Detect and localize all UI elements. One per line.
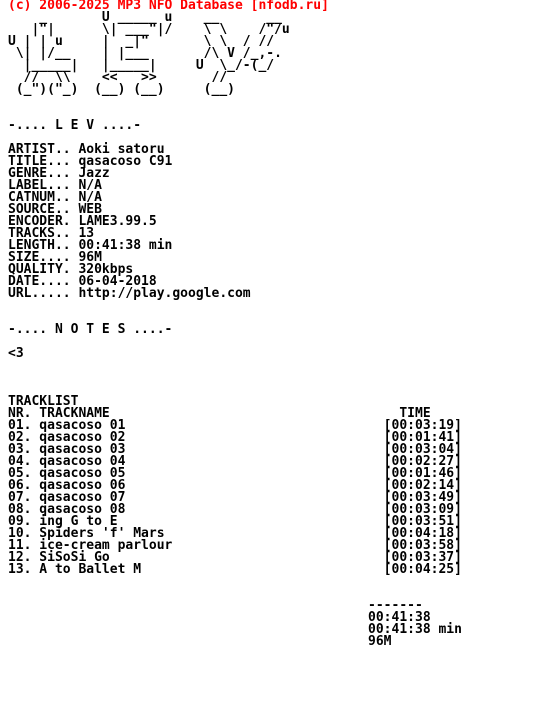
info-length: LENGTH.. 00:41:38 min — [8, 238, 173, 253]
track-row: 07. qasacoso 07 [00:03:49] — [8, 490, 462, 505]
logo-line: |_____| |_____| U \_/-(_/ — [8, 58, 290, 73]
track-row: 05. qasacoso 05 [00:01:46] — [8, 466, 462, 481]
info-size: SIZE.... 96M — [8, 250, 102, 265]
info-genre: GENRE... Jazz — [8, 166, 110, 181]
track-row: 09. ing G to E [00:03:51] — [8, 514, 462, 529]
track-row: 08. qasacoso 08 [00:03:09] — [8, 502, 462, 517]
info-artist: ARTIST.. Aoki satoru — [8, 142, 165, 157]
logo-line: // \\ << >> // — [8, 70, 290, 85]
info-tracks: TRACKS.. 13 — [8, 226, 95, 241]
site-header: (c) 2006-2025 MP3 NFO Database [nfodb.ru] — [8, 0, 329, 13]
logo-line: U | | u | _|" \ \ / // — [8, 34, 282, 49]
totals-size: 96M — [8, 634, 392, 649]
info-source: SOURCE.. WEB — [8, 202, 102, 217]
info-label: LABEL... N/A — [8, 178, 102, 193]
info-title: TITLE... qasacoso C91 — [8, 154, 173, 169]
track-row: 03. qasacoso 03 [00:03:04] — [8, 442, 462, 457]
tracklist-heading: TRACKLIST — [8, 394, 79, 409]
logo-line: _ U _____ u __ __ — [8, 10, 290, 25]
info-url: URL..... http://play.google.com — [8, 286, 251, 301]
track-row: 04. qasacoso 04 [00:02:27] — [8, 454, 462, 469]
info-date: DATE.... 06-04-2018 — [8, 274, 157, 289]
notes-text: <3 — [8, 346, 24, 361]
track-row: 13. A to Ballet M [00:04:25] — [8, 562, 462, 577]
track-row: 01. qasacoso 01 [00:03:19] — [8, 418, 462, 433]
info-quality: QUALITY. 320kbps — [8, 262, 134, 277]
info-encoder: ENCODER. LAME3.99.5 — [8, 214, 157, 229]
track-row: 11. ice-cream parlour [00:03:58] — [8, 538, 462, 553]
track-row: 06. qasacoso 06 [00:02:14] — [8, 478, 462, 493]
tracklist-columns: NR. TRACKNAME TIME — [8, 406, 431, 421]
info-catnum: CATNUM.. N/A — [8, 190, 102, 205]
logo-line: \| |/__ | |___ /\ V /_,-. — [8, 46, 290, 61]
track-row: 12. SiSoSi Go [00:03:37] — [8, 550, 462, 565]
notes-heading: -.... N O T E S ....- — [8, 322, 173, 337]
logo-line: (_")("_) (__) (__) (__) — [8, 82, 290, 97]
track-row: 10. Spiders 'f' Mars [00:04:18] — [8, 526, 462, 541]
totals-length-min: 00:41:38 min — [8, 622, 462, 637]
track-row: 02. qasacoso 02 [00:01:41] — [8, 430, 462, 445]
logo-line: |"| \| ___"|/ \ \ /"/u — [8, 22, 290, 37]
totals-divider: ------- — [8, 598, 423, 613]
totals-length: 00:41:38 — [8, 610, 431, 625]
title-line: -.... L E V ....- — [8, 118, 142, 133]
